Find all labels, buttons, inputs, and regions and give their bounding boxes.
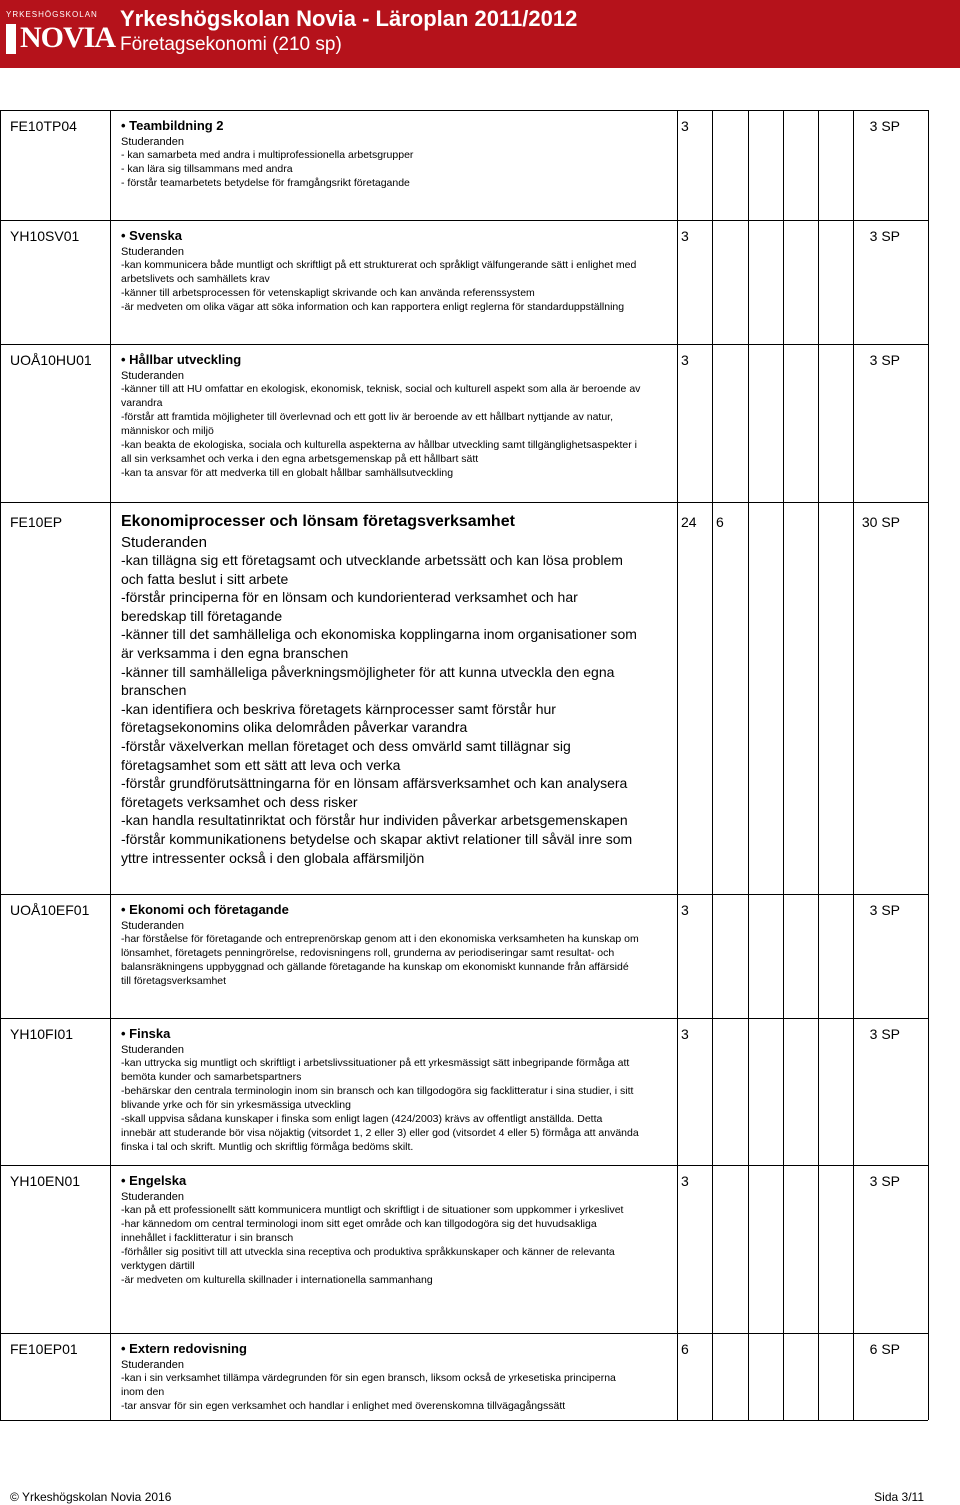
learning-outcome-line: verktygen därtill (121, 1260, 195, 1272)
learning-outcome-line: innebär att studerande bör visa nöjaktig (vitsordet 1, 2 eller 3) eller god (vitsordet 4 eller 5) förmåga att använda (121, 1127, 639, 1139)
credits-year1: 3 (681, 1026, 689, 1042)
learning-outcome-line: till företagsverksamhet (121, 975, 227, 987)
table-row (0, 1333, 928, 1421)
learning-outcome-line: branschen (121, 682, 187, 699)
learning-outcome-line: -kan i sin verksamhet tillämpa värdegrunden för sin egen bransch, liksom också de yrkesetiska principerna (121, 1372, 616, 1384)
course-code: UOÅ10HU01 (10, 352, 92, 368)
table-border-right (928, 110, 929, 1420)
learning-outcome-line: -förstår kommunikationens betydelse och skapar aktivt relationer till såväl inre som (121, 830, 633, 847)
students-label: Studeranden (121, 1359, 184, 1371)
learning-outcome-line: -har kännedom om central terminologi inom sitt eget område och kan tillgodogöra sig det huvudsakliga (121, 1218, 597, 1230)
learning-outcome-line: -skall uppvisa sådana kunskaper i finska som enligt lagen (424/2003) krävs av offentligt anställda. Detta (121, 1113, 603, 1125)
credits-total: 3 SP (869, 352, 900, 368)
learning-outcome-line: - kan lära sig tillsammans med andra (121, 163, 293, 175)
credits-year1: 3 (681, 902, 689, 918)
learning-outcome-line: och fatta beslut i sitt arbete (121, 570, 289, 587)
credits-total: 3 SP (869, 228, 900, 244)
credits-total: 6 SP (869, 1341, 900, 1357)
learning-outcome-line: -är medveten om kulturella skillnader i internationella sammanhang (121, 1274, 433, 1286)
course-title: Ekonomiprocesser och lönsam företagsverksamhet (121, 513, 515, 530)
students-label: Studeranden (121, 1191, 184, 1203)
learning-outcome-line: människor och miljö (121, 425, 214, 437)
learning-outcome-line: -känner till att HU omfattar en ekologisk, ekonomisk, teknisk, social och kulturell aspekt som alla är beroende av (121, 383, 641, 395)
course-title: • Teambildning 2 (121, 118, 224, 133)
logo-bar-icon (6, 24, 16, 54)
course-title: • Engelska (121, 1173, 187, 1188)
credits-year1: 3 (681, 118, 689, 134)
credits-year1: 24 (681, 514, 697, 530)
credits-year2: 6 (716, 514, 724, 530)
table-row (0, 220, 928, 345)
course-description (121, 513, 676, 867)
credits-total: 3 SP (869, 118, 900, 134)
learning-outcome-line: -behärskar den centrala terminologin inom sin bransch och kan tillgodogöra sig facklitteratur i sina studier, i sitt (121, 1085, 634, 1097)
students-label: Studeranden (121, 920, 184, 932)
course-title: • Finska (121, 1026, 171, 1041)
learning-outcome-line: företagsekonomins olika delområden påverkar varandra (121, 719, 468, 736)
course-title: • Ekonomi och företagande (121, 902, 289, 917)
learning-outcome-line: -kan på ett professionellt sätt kommunicera muntligt och skriftligt i de situationer som uppkommer i yrkeslivet (121, 1204, 624, 1216)
learning-outcome-line: företagets verksamhet och dess risker (121, 793, 358, 810)
table-row (0, 344, 928, 503)
course-description (121, 1341, 676, 1413)
learning-outcome-line: innehållet i facklitteratur i sin bransch (121, 1232, 294, 1244)
learning-outcome-line: arbetslivets och samhällets krav (121, 273, 270, 285)
students-label: Studeranden (121, 136, 184, 148)
learning-outcome-line: -kan tillägna sig ett företagsamt och utvecklande arbetssätt och kan lösa problem (121, 552, 623, 568)
learning-outcome-line: beredskap till företagande (121, 607, 283, 624)
learning-outcome-line: är verksamma i den egna branschen (121, 644, 349, 661)
learning-outcome-line: blivande yrke och för sin yrkesmässiga utveckling (121, 1099, 351, 1111)
learning-outcome-line: -tar ansvar för sin egen verksamhet och handlar i enlighet med överenskomna tillvägagångssätt (121, 1400, 566, 1412)
learning-outcome-line: - förstår teamarbetets betydelse för framgångsrikt företagande (121, 177, 410, 189)
credits-year1: 3 (681, 352, 689, 368)
course-code: YH10FI01 (10, 1026, 74, 1042)
learning-outcome-line: -kan identifiera och beskriva företagets kärnprocesser samt förstår hur (121, 700, 556, 717)
learning-outcome-line: -har förståelse för företagande och entreprenörskap genom att i den ekonomiska verksamheten ha kunskap om (121, 933, 639, 945)
footer-copyright: © Yrkeshögskolan Novia 2016 (10, 1490, 172, 1504)
course-code: UOÅ10EF01 (10, 902, 90, 918)
course-description (121, 352, 676, 480)
credits-total: 3 SP (869, 902, 900, 918)
learning-outcome-line: -kan uttrycka sig muntligt och skriftligt i arbetslivssituationer på ett yrkesmässigt sätt inbegripande förmåga att (121, 1057, 630, 1069)
learning-outcome-line: -är medveten om olika vägar att söka information och kan rapportera enligt reglerna för standarduppställning (121, 301, 625, 313)
students-label: Studeranden (121, 534, 207, 551)
course-description (121, 1026, 676, 1154)
course-title: • Svenska (121, 228, 182, 243)
credits-total: 30 SP (861, 514, 900, 530)
table-row (0, 1165, 928, 1334)
course-title: • Hållbar utveckling (121, 352, 242, 367)
footer-page-number: Sida 3/11 (874, 1490, 924, 1504)
students-label: Studeranden (121, 370, 184, 382)
novia-logo (0, 0, 116, 68)
logo-word: NOVIA (20, 21, 116, 54)
page-title: Yrkeshögskolan Novia - Läroplan 2011/2012 (120, 6, 578, 31)
logo-top-text: YRKESHÖGSKOLAN (6, 10, 98, 19)
credits-total: 3 SP (869, 1026, 900, 1042)
learning-outcome-line: -förhåller sig positivt till att utveckla sina receptiva och produktiva språkkunskaper och känner de relevanta (121, 1246, 615, 1258)
course-description (121, 902, 676, 988)
learning-outcome-line: lönsamhet, företagets penningrörelse, redovisningens roll, grunderna av periodiseringar samt resultat- och (121, 947, 615, 959)
table-row (0, 502, 928, 895)
learning-outcome-line: inom den (121, 1386, 165, 1398)
learning-outcome-line: -förstår grundförutsättningarna för en lönsam affärsverksamhet och kan analysera (121, 775, 628, 792)
learning-outcome-line: -kan beakta de ekologiska, sociala och kulturella aspekterna av hållbar utveckling samt tillgänglighetsaspekter i (121, 439, 637, 451)
table-row (0, 1018, 928, 1166)
course-code: YH10SV01 (10, 228, 80, 244)
course-description (121, 1173, 676, 1287)
table-row (0, 110, 928, 221)
learning-outcome-line: -förstår växelverkan mellan företaget och dess omvärld samt tillägnar sig (121, 737, 571, 754)
course-code: FE10EP01 (10, 1341, 78, 1357)
learning-outcome-line: -kan handla resultatinriktat och förstår hur individen påverkar arbetsgemenskapen (121, 812, 628, 829)
course-code: FE10EP (10, 514, 63, 530)
learning-outcome-line: -kan kommunicera både muntligt och skriftligt på ett strukturerat och språkligt välfungerande sätt i enlighet med (121, 259, 637, 271)
learning-outcome-line: -förstår principerna för en lönsam och kundorienterad verksamhet och har (121, 589, 578, 606)
learning-outcome-line: -känner till samhälleliga påverkningsmöjligheter för att kunna utveckla den egna (121, 663, 615, 680)
learning-outcome-line: företagsamhet som ett sätt att leva och verka (121, 756, 401, 773)
course-description (121, 228, 676, 314)
learning-outcome-line: balansräkningens uppbyggnad och gällande företagande ha kunskap om ekonomiskt kunnande från affärsidé (121, 961, 629, 973)
credits-year1: 3 (681, 1173, 689, 1189)
students-label: Studeranden (121, 1044, 184, 1056)
students-label: Studeranden (121, 246, 184, 258)
learning-outcome-line: - kan samarbeta med andra i multiprofessionella arbetsgrupper (121, 149, 414, 161)
page-subtitle: Företagsekonomi (210 sp) (120, 34, 342, 55)
learning-outcome-line: all sin verksamhet och verka i den egna arbetsgemenskap på ett hållbart sätt (121, 453, 479, 465)
course-code: YH10EN01 (10, 1173, 81, 1189)
learning-outcome-line: finska i tal och skrift. Muntlig och skriftlig förmåga bedöms skilt. (121, 1141, 414, 1153)
course-description (121, 118, 676, 190)
learning-outcome-line: varandra (121, 397, 163, 409)
credits-total: 3 SP (869, 1173, 900, 1189)
learning-outcome-line: -förstår att framtida möjligheter till överlevnad och ett gott liv är beroende av ett hållbart nyttjande av natur, (121, 411, 614, 423)
learning-outcome-line: -känner till arbetsprocessen för vetenskapligt skrivande och kan använda referenssystem (121, 287, 535, 299)
credits-year1: 6 (681, 1341, 689, 1357)
page-header (0, 0, 960, 68)
course-title: • Extern redovisning (121, 1341, 247, 1356)
learning-outcome-line: bemöta kunder och samarbetspartners (121, 1071, 302, 1083)
course-code: FE10TP04 (10, 118, 77, 134)
learning-outcome-line: -känner till det samhälleliga och ekonomiska kopplingarna inom organisationer som (121, 626, 637, 643)
credits-year1: 3 (681, 228, 689, 244)
table-row (0, 894, 928, 1019)
learning-outcome-line: yttre intressenter också i den globala affärsmiljön (121, 849, 425, 866)
learning-outcome-line: -kan ta ansvar för att medverka till en globalt hållbar samhällsutveckling (121, 467, 454, 479)
